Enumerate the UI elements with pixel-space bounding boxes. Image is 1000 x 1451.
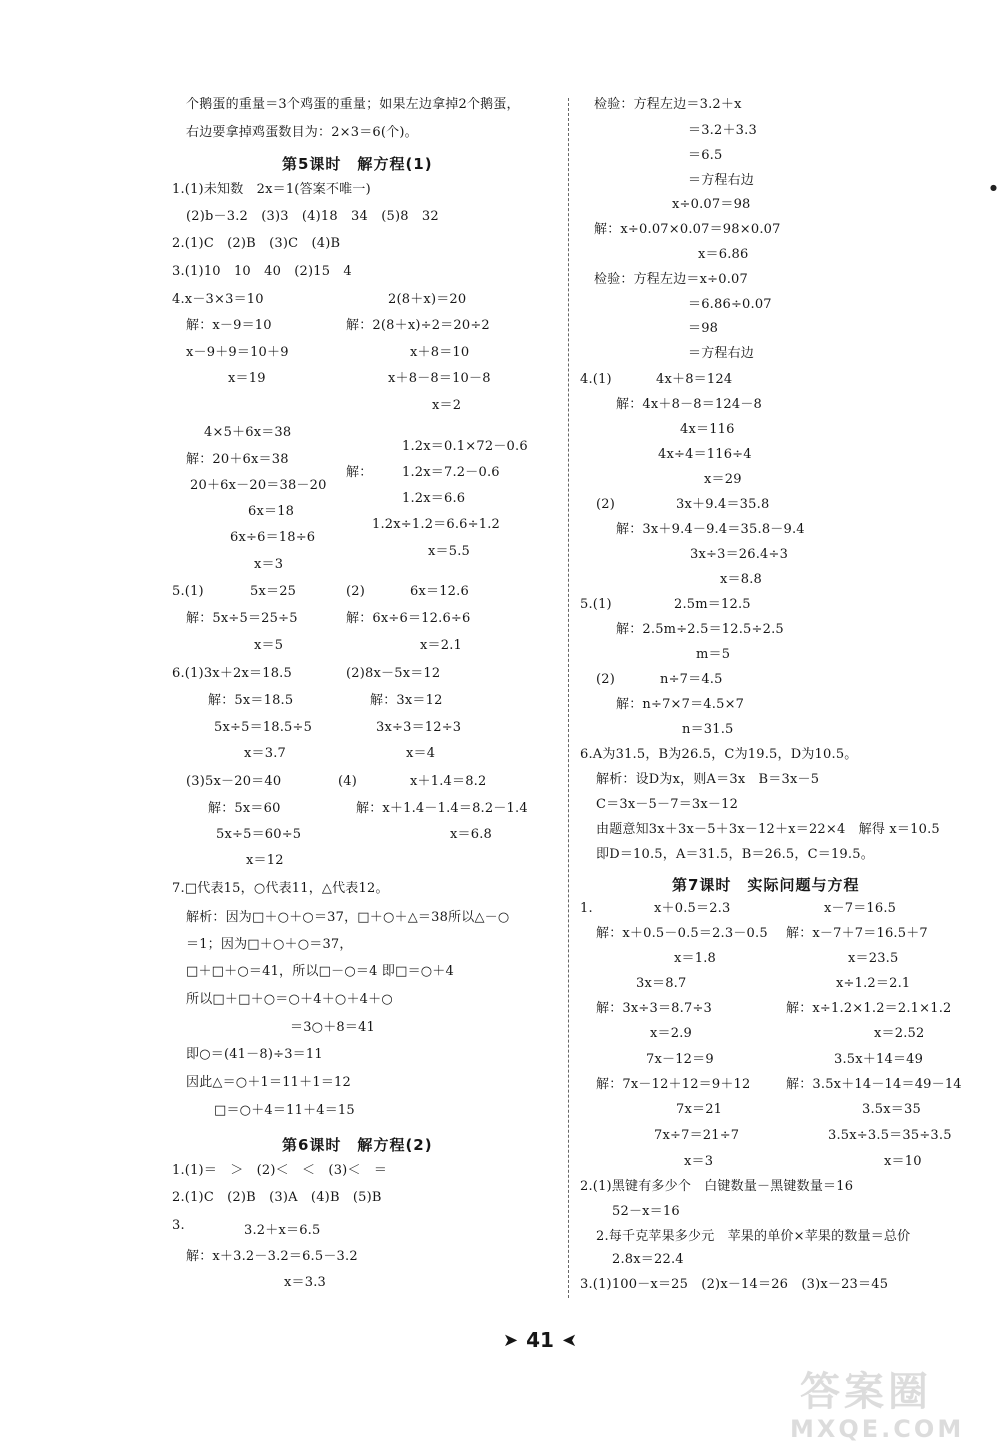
equation-line: x＝2.9 [650,1026,693,1041]
equation-line: 解：x－7＋7＝16.5＋7 [786,926,928,941]
equation-line: 5x÷5＝60÷5 [216,827,302,842]
equation-line: 4×5＋6x＝38 [204,425,292,440]
equation-line: 3.2＋x＝6.5 [244,1223,321,1238]
equation-line: 解：3x＝12 [370,693,443,708]
equation-line: 1.2x＝0.1×72－0.6 [402,439,528,454]
equation-line: 3.5x＝35 [862,1102,921,1117]
page-number [470,1325,610,1355]
section-title: 第5课时 解方程(1) [282,155,433,173]
equation-line: x÷0.07＝98 [672,197,751,212]
equation-line: x＋8＝10 [410,345,470,360]
equation-line: 7x÷7＝21÷7 [654,1128,740,1143]
equation-line: 3.5x÷3.5＝35÷3.5 [828,1128,952,1143]
text-line: 5.(1) [580,597,612,612]
text-line: (2) [596,497,616,512]
equation-line: x＝10 [884,1154,922,1169]
equation-line: 解：5x＝18.5 [208,693,294,708]
equation-line: 3x÷3＝26.4÷3 [690,547,789,562]
text-line: 2.(1)C (2)B (3)A (4)B (5)B [172,1190,382,1205]
equation-line: x＝19 [228,371,266,386]
text-line: 解析：设D为x，则A＝3x B＝3x－5 [596,772,820,787]
equation-line: x＝5 [254,638,284,653]
text-line: 6.A为31.5，B为26.5，C为19.5，D为10.5。 [580,747,858,762]
section-title: 第6课时 解方程(2) [282,1136,433,1154]
equation-line: 2(8＋x)＝20 [388,292,467,307]
text-line: 右边要拿掉鸡蛋数目为：2×3＝6(个)。 [186,125,418,140]
text-line: 即D＝10.5，A＝31.5，B＝26.5，C＝19.5。 [596,847,874,862]
equation-line: 3x＋9.4＝35.8 [676,497,770,512]
equation-line: n＝31.5 [682,722,734,737]
equation-line: 解：5x＝60 [208,801,281,816]
text-line: 2.每千克苹果多少元 苹果的单价×苹果的数量＝总价 [596,1229,911,1244]
equation-line: x＝4 [406,746,436,761]
text-line: □＝○＋4＝11＋4＝15 [214,1103,355,1118]
equation-line: 3.5x＋14＝49 [834,1052,924,1067]
text-line: 1.(1)＝ ＞ (2)＜ ＜ (3)＜ ＝ [172,1163,388,1178]
text-line: (2) [596,672,616,687]
text-line: 2.(1)C (2)B (3)C (4)B [172,236,341,251]
equation-line: 2.5m＝12.5 [674,597,751,612]
equation-line: x＝2 [432,398,462,413]
equation-line: x＝23.5 [848,951,899,966]
equation-line: 解：n÷7×7＝4.5×7 [616,697,745,712]
equation-line: 解：4x＋8－8＝124－8 [616,397,763,412]
text-line: (4) [338,774,358,789]
equation-line: 解：x＋1.4－1.4＝8.2－1.4 [356,801,528,816]
equation-line: 解：6x÷6＝12.6÷6 [346,611,471,626]
text-line: 所以□＋□＋○＝○＋4＋○＋4＋○ [186,992,393,1007]
text-line: C＝3x－5－7＝3x－12 [596,797,739,812]
equation-line: x＋1.4＝8.2 [410,774,487,789]
equation-line: 1.2x÷1.2＝6.6÷1.2 [372,517,501,532]
edge-dot-icon: ● [990,183,997,192]
equation-line: x＝1.8 [674,951,717,966]
equation-line: x＝8.8 [720,572,763,587]
text-line: 个鹅蛋的重量＝3个鸡蛋的重量；如果左边拿掉2个鹅蛋， [186,97,520,112]
text-line: 1. [580,901,593,916]
equation-line: ＝6.5 [688,148,723,163]
text-line: 3.(1)10 10 40 (2)15 4 [172,264,352,279]
equation-line: x＋8－8＝10－8 [388,371,491,386]
equation-line: 1.2x＝6.6 [402,491,466,506]
equation-line: x＝3 [684,1154,714,1169]
equation-line: x＝6.86 [698,247,749,262]
equation-line: 52－x＝16 [612,1204,680,1219]
equation-line: 7x－12＝9 [646,1052,714,1067]
equation-line: x＋0.5＝2.3 [654,901,731,916]
equation-line: 解：x－9＝10 [186,318,272,333]
equation-line: 解：3x＋9.4－9.4＝35.8－9.4 [616,522,805,537]
text-line: ＝1；因为□＋○＋○＝37， [186,937,353,952]
equation-line: x＝2.52 [874,1026,925,1041]
equation-line: 7x＝21 [676,1102,723,1117]
text-line: □＋□＋○＝41，所以□－○＝4 即□＝○＋4 [186,964,454,979]
equation-line: ＝方程右边 [688,173,755,188]
text-line: 解析：因为□＋○＋○＝37，□＋○＋△＝38所以△－○ [186,910,510,925]
page-number-value: 41 [526,1328,554,1352]
equation-line: n÷7＝4.5 [660,672,723,687]
equation-line: 6.(1)3x＋2x＝18.5 [172,666,292,681]
text-line: 1.(1)未知数 2x＝1(答案不唯一) [172,182,371,197]
equation-line: 解：x＋0.5－0.5＝2.3－0.5 [596,926,768,941]
equation-line: 6x＝18 [248,504,295,519]
equation-line: 4.x－3×3＝10 [172,292,264,307]
equation-line: 检验：方程左边＝3.2＋x [594,97,742,112]
equation-line: ＝方程右边 [688,346,755,361]
text-line: 2.(1)黑键有多少个 白键数量－黑键数量＝16 [580,1179,854,1194]
equation-line: 解：20＋6x＝38 [186,452,289,467]
equation-line: ＝3.2＋3.3 [688,123,757,138]
equation-line: 3x＝8.7 [636,976,687,991]
equation-line: 1.2x＝7.2－0.6 [402,465,500,480]
equation-line: x÷1.2＝2.1 [836,976,911,991]
equation-line: ＝98 [688,321,719,336]
right-arrow-icon: ➤ [502,1329,519,1351]
equation-line: x＝5.5 [428,544,471,559]
equation-line: 3x÷3＝12÷3 [376,720,462,735]
equation-line: 解：3.5x＋14－14＝49－14 [786,1077,962,1092]
equation-line: ＝6.86÷0.07 [688,297,772,312]
equation-line: 解：5x÷5＝25÷5 [186,611,298,626]
equation-line: 4x＝116 [680,422,735,437]
equation-line: 解：3x÷3＝8.7÷3 [596,1001,713,1016]
equation-line: x＝2.1 [420,638,463,653]
equation-line: 5x＝25 [250,584,297,599]
equation-line: 6x＝12.6 [410,584,469,599]
equation-line: 4x＋8＝124 [656,372,733,387]
equation-line: 解：x＋3.2－3.2＝6.5－3.2 [186,1249,358,1264]
equation-line: (2)8x－5x＝12 [346,666,441,681]
equation-line: m＝5 [696,647,731,662]
equation-line: x＝3 [254,557,284,572]
equation-line: 解：x÷0.07×0.07＝98×0.07 [594,222,781,237]
column-divider [568,98,569,1298]
text-line: (2)b－3.2 (3)3 (4)18 34 (5)8 32 [186,209,439,224]
text-line: 5.(1) [172,584,204,599]
watermark-url: MXQE.COM [790,1415,965,1443]
equation-line: x＝6.8 [450,827,493,842]
equation-line: x＝3.3 [284,1275,327,1290]
text-line: 因此△＝○＋1＝11＋1＝12 [186,1075,351,1090]
watermark-logo: 答案圈 [800,1369,932,1415]
equation-line: 20＋6x－20＝38－20 [190,478,327,493]
equation-line: 5x÷5＝18.5÷5 [214,720,313,735]
equation-line: 解： [346,465,373,480]
equation-line: x＝29 [704,472,742,487]
watermark [780,1360,995,1448]
equation-line: 解：2(8＋x)÷2＝20÷2 [346,318,490,333]
equation-line: x－9＋9＝10＋9 [186,345,289,360]
text-line: 7.□代表15，○代表11，△代表12。 [172,881,389,896]
equation-line: (3)5x－20＝40 [186,774,282,789]
equation-line: x－7＝16.5 [824,901,897,916]
equation-line: 6x÷6＝18÷6 [230,530,316,545]
text-line: 3.(1)100－x＝25 (2)x－14＝26 (3)x－23＝45 [580,1277,889,1292]
equation-line: 解：2.5m÷2.5＝12.5÷2.5 [616,622,784,637]
equation-line: 2.8x＝22.4 [612,1252,684,1267]
text-line: ＝3○＋8＝41 [290,1020,376,1035]
equation-line: 检验：方程左边＝x÷0.07 [594,272,748,287]
text-line: 由题意知3x＋3x－5＋3x－12＋x＝22×4 解得 x＝10.5 [596,822,940,837]
text-line: (2) [346,584,366,599]
text-line: 4.(1) [580,372,612,387]
left-arrow-icon: ➤ [561,1329,578,1351]
equation-line: 4x÷4＝116÷4 [658,447,752,462]
section-title: 第7课时 实际问题与方程 [672,876,860,894]
equation-line: 解：x÷1.2×1.2＝2.1×1.2 [786,1001,952,1016]
text-line: 3. [172,1218,185,1233]
equation-line: x＝12 [246,853,284,868]
text-line: 即○＝(41－8)÷3＝11 [186,1047,323,1062]
equation-line: x＝3.7 [244,746,287,761]
equation-line: 解：7x－12＋12＝9＋12 [596,1077,751,1092]
